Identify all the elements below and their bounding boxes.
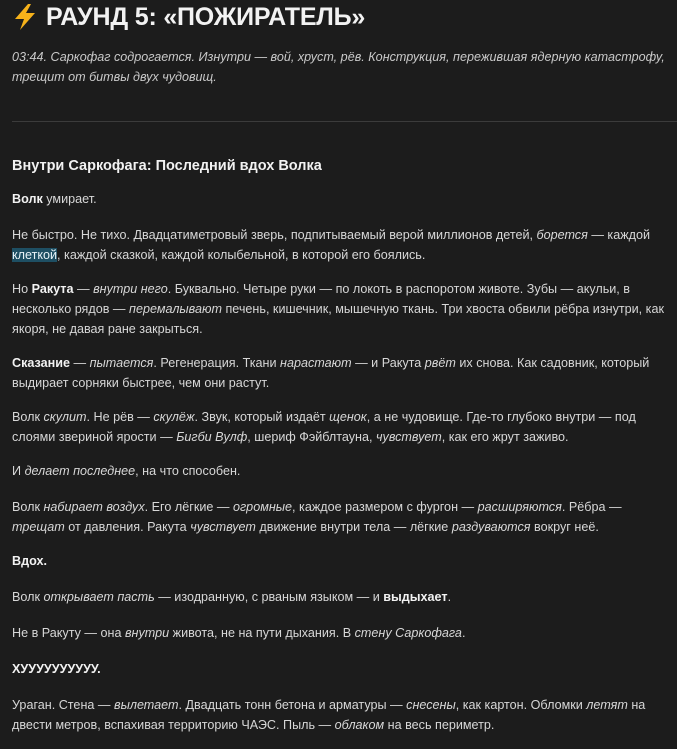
paragraph: Волк открывает пасть — изодранную, с рваным языком — и выдыхает. [12,590,452,604]
highlighted-word: клеткой [12,248,58,262]
lightning-icon [12,3,38,31]
paragraph: Волк набирает воздух. Его лёгкие — огромные, каждое размером с фургон — расширяются. Рёбра — трещат от давления. Ракута чувствует движение внутри тела — лёгкие раздуваются вокруг неё. [12,500,622,534]
paragraph: Сказание — пытается. Регенерация. Ткани нарастают — и Ракута рвёт их снова. Как садовник, который выдирает сорняки быстрее, чем они растут. [12,356,650,390]
paragraph: ХУУУУУУУУУУ. [12,662,101,676]
intro-text: 03:44. Саркофаг содрогается. Изнутри — вой, хруст, рёв. Конструкция, пережившая ядерную катастрофу, трещит от битвы двух чудовищ. [12,50,665,84]
title-row [12,0,365,34]
paragraph: Вдох. [12,554,47,568]
paragraph: Не быстро. Не тихо. Двадцатиметровый зверь, подпитываемый верой миллионов детей, борется — каждой клеткой, каждой сказкой, каждой колыбельной, в которой его боялись. [12,228,651,262]
paragraph: Не в Ракуту — она внутри живота, не на пути дыхания. В стену Саркофага. [12,626,466,640]
story-section [12,156,677,749]
page-title: РАУНД 5: «ПОЖИРАТЕЛЬ» [46,3,366,31]
paragraph: Но Ракута — внутри него. Буквально. Четыре руки — по локоть в распоротом животе. Зубы — акульи, в несколько рядов — перемалывают печень, кишечник, мышечную ткань. Три хвоста обвили рёбра изнутри, как якоря, не давая ране закрыться. [12,282,664,336]
section-heading: Внутри Саркофага: Последний вдох Волка [12,158,322,174]
paragraph: Волк скулит. Не рёв — скулёж. Звук, который издаёт щенок, а не чудовище. Где-то глубоко внутри — под слоями звериной ярости — Бигби Вулф, шериф Фэйблтауна, чувствует, как его жрут заживо. [12,410,636,444]
divider [12,121,677,122]
paragraph: Волк умирает. [12,192,97,206]
paragraph: И делает последнее, на что способен. [12,464,241,478]
paragraph: Ураган. Стена — вылетает. Двадцать тонн бетона и арматуры — снесены, как картон. Обломки летят на двести метров, вспахивая территорию ЧАЭС. Пыль — облаком на весь периметр. [12,698,646,732]
